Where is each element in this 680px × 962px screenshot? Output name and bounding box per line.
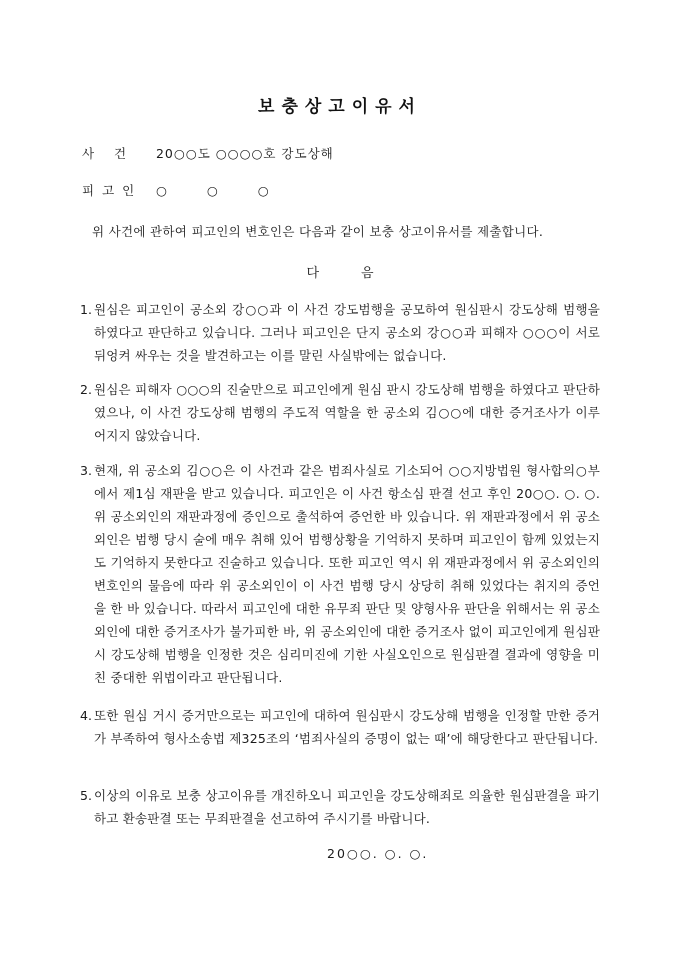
reason-text: 현재, 위 공소외 김○○은 이 사건과 같은 범죄사실로 기소되어 ○○지방법원 형사합의○부에서 제1심 재판을 받고 있습니다. 피고인은 이 사건 항소심 판결 선고 후인 20○○. ○. ○. 위 공소외인의 재판과정에 증인으로 출석하여 증언한 바 있습니다. 위 재판과정에서 위 공소외인은 범행 당시 술에 매우 취해 있어 범행상황을 기억하지 못하며 피고인이 함께 있었는지도 기억하지 못한다고 진술하고 있습니다. 또한 피고인 역시 위 재판과정에서 위 공소외인의 변호인의 물음에 따라 위 공소외인이 이 사건 범행 당시 상당히 취해 있었다는 취지의 증언을 한 바 있습니다. 따라서 피고인에 대한 유무죄 판단 및 양형사유 판단을 위해서는 위 공소외인에 대한 증거조사가 불가피한 바, 위 공소외인에 대한 증거조사 없이 피고인에게 원심판시 강도상해 범행을 인정한 것은 심리미진에 기한 사실오인으로 원심판결 결과에 영향을 미친 중대한 위법이라고 판단됩니다. (94, 463, 600, 685)
case-row (82, 144, 334, 162)
defendant-value: ○ ○ ○ (155, 183, 287, 198)
reason-text: 원심은 피고인이 공소외 강○○과 이 사건 강도범행을 공모하여 원심판시 강도상해 범행을 하였다고 판단하고 있습니다. 그러나 피고인은 단지 공소외 강○○과 피해자 ○○○이 서로 뒤엉켜 싸우는 것을 발견하고는 이를 말린 사실밖에는 없습니다. (94, 302, 600, 363)
document-date: 20○○. ○. ○. (327, 846, 429, 861)
case-label: 사 건 (82, 146, 135, 161)
reason-number: 1. (80, 302, 92, 317)
case-value: 20○○도 ○○○○호 강도상해 (155, 146, 334, 161)
reason-item (80, 378, 600, 447)
intro-paragraph: 위 사건에 관하여 피고인의 변호인은 다음과 같이 보충 상고이유서를 제출합니다. (92, 224, 544, 239)
reason-text: 이상의 이유로 보충 상고이유를 개진하오니 피고인을 강도상해죄로 의율한 원심판결을 파기하고 환송판결 또는 무죄판결을 선고하여 주시기를 바랍니다. (94, 788, 600, 826)
section-heading: 다음 (306, 266, 416, 281)
reason-number: 2. (80, 382, 92, 397)
reason-number: 4. (80, 708, 92, 723)
reason-item (80, 704, 600, 750)
reason-item (80, 459, 600, 689)
defendant-row (82, 181, 287, 199)
reason-item (80, 784, 600, 830)
document-title: 보충상고이유서 (258, 97, 422, 117)
defendant-label: 피고인 (82, 183, 143, 198)
reason-number: 3. (80, 463, 92, 478)
reason-item (80, 298, 600, 367)
reason-number: 5. (80, 788, 92, 803)
reason-text: 또한 원심 거시 증거만으로는 피고인에 대하여 원심판시 강도상해 범행을 인정할 만한 증거가 부족하여 형사소송법 제325조의 ‘범죄사실의 증명이 없는 때’에 해당한다고 판단됩니다. (94, 708, 600, 746)
reason-text: 원심은 피해자 ○○○의 진술만으로 피고인에게 원심 판시 강도상해 범행을 하였다고 판단하였으나, 이 사건 강도상해 범행의 주도적 역할을 한 공소외 김○○에 대한 증거조사가 이루어지지 않았습니다. (94, 382, 600, 443)
